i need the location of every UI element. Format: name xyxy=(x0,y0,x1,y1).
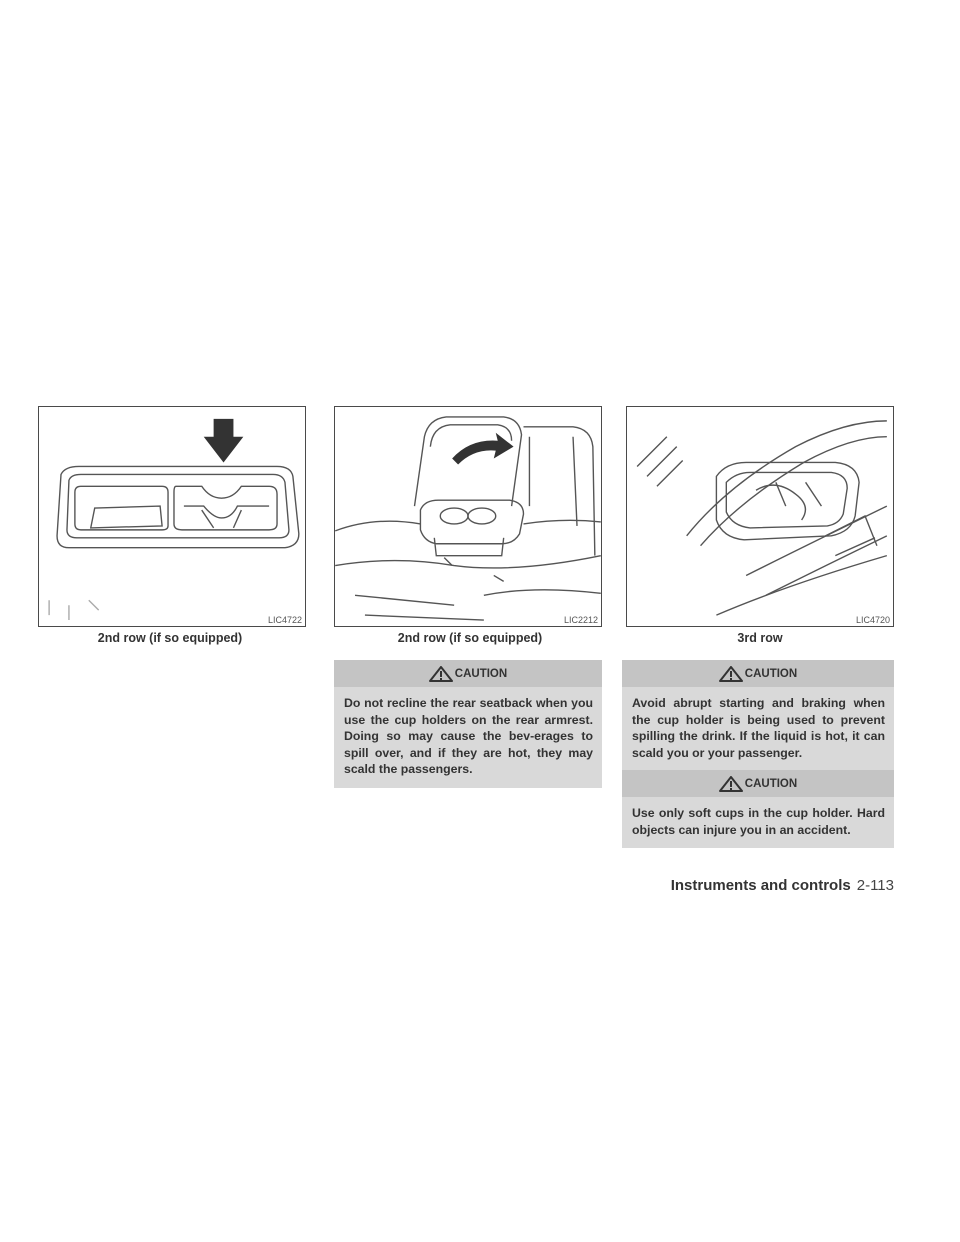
caution-header xyxy=(334,660,602,687)
caution-text: Use only soft cups in the cup holder. Hard objects can injure you in an accident. xyxy=(622,797,894,848)
armrest-cup-holder-illustration xyxy=(335,407,601,626)
figure-caption: 2nd row (if so equipped) xyxy=(397,631,543,645)
figure-3 xyxy=(626,406,894,627)
warning-triangle-icon xyxy=(719,666,743,682)
caution-box-3 xyxy=(622,770,894,848)
section-title: Instruments and controls xyxy=(670,877,851,894)
figure-1 xyxy=(38,406,306,627)
warning-triangle-icon xyxy=(719,776,743,792)
caution-text: Avoid abrupt starting and braking when the cup holder is being used to prevent spilling the drink. If the liquid is hot, it can scald you or your passenger. xyxy=(622,687,894,771)
caution-header xyxy=(622,770,894,797)
caution-label: CAUTION xyxy=(744,667,798,680)
page-footer xyxy=(671,877,894,894)
figure-code: LIC4722 xyxy=(267,615,302,625)
figure-2 xyxy=(334,406,602,627)
figure-code: LIC4720 xyxy=(855,615,890,625)
figure-caption: 2nd row (if so equipped) xyxy=(97,631,243,645)
caution-header xyxy=(622,660,894,687)
cup-holder-tray-illustration xyxy=(39,407,305,626)
caution-box-2 xyxy=(622,660,894,771)
caution-text: Do not recline the rear seatback when you use the cup holders on the rear armrest. Doing so may cause the bev-erages to spill over, and if they are hot, they may scald the passengers. xyxy=(334,687,602,788)
side-panel-cup-holder-illustration xyxy=(627,407,893,626)
figure-code: LIC2212 xyxy=(563,615,598,625)
caution-box-1 xyxy=(334,660,602,788)
page-number: 2-113 xyxy=(856,877,894,894)
warning-triangle-icon xyxy=(429,666,453,682)
caution-label: CAUTION xyxy=(454,667,508,680)
caution-label: CAUTION xyxy=(744,777,798,790)
figure-caption: 3rd row xyxy=(737,631,783,645)
